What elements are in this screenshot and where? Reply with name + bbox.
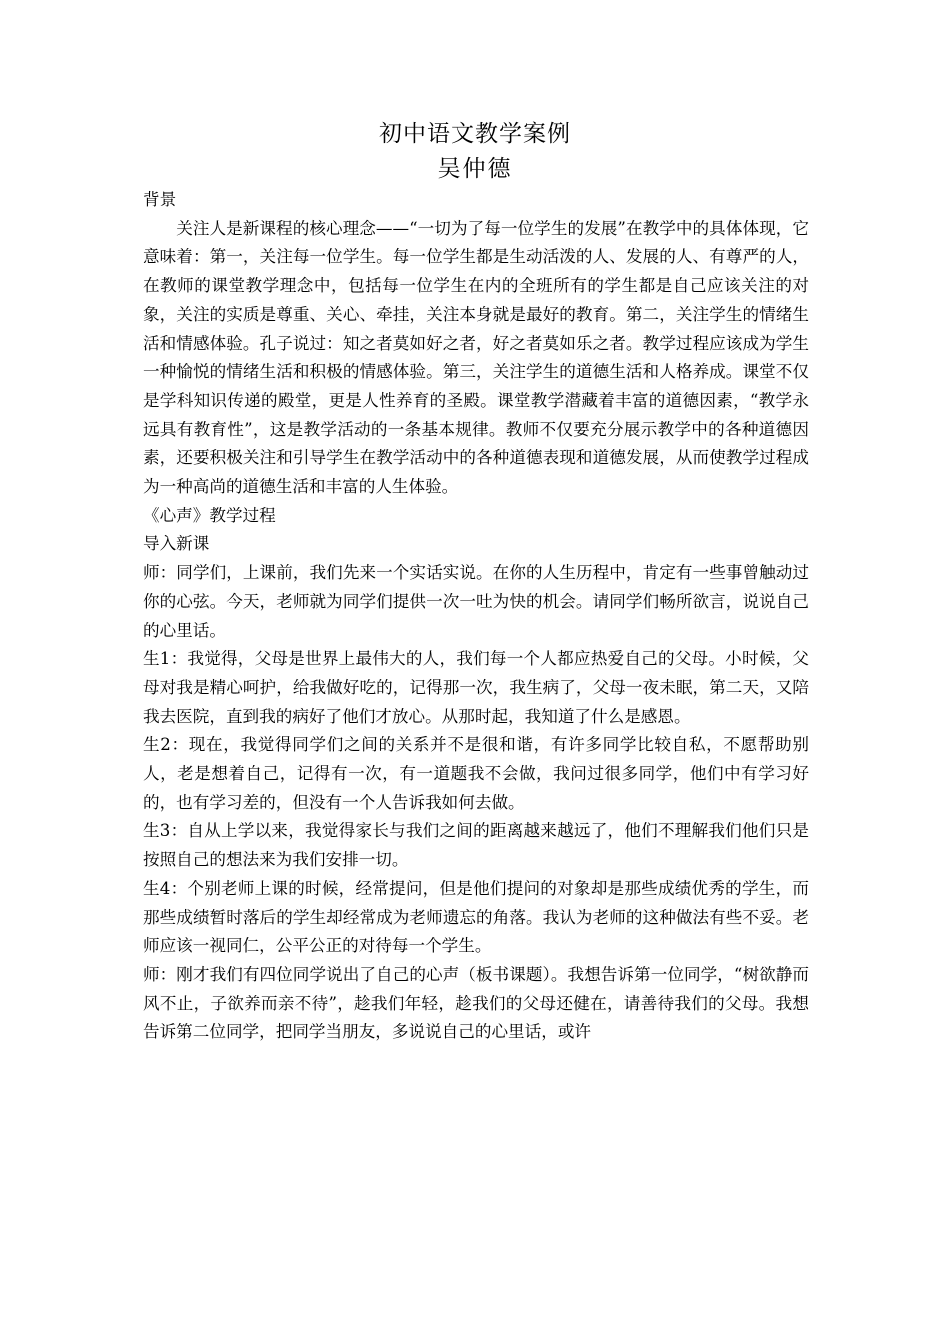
document-body <box>143 186 809 1047</box>
dialogue-teacher-2: 师：刚才我们有四位同学说出了自己的心声（板书课题）。我想告诉第一位同学，“树欲静而风不止，子欲养而亲不待”，趁我们年轻，趁我们的父母还健在，请善待我们的父母。我想告诉第二位同学，把同学当朋友，多说说自己的心里话，或许 <box>143 964 809 1042</box>
dialogue-student-2: 生2：现在，我觉得同学们之间的关系并不是很和谐，有许多同学比较自私，不愿帮助别人，老是想着自己，记得有一次，有一道题我不会做，我问过很多同学，他们中有学习好的，也有学习差的，但没有一个人告诉我如何去做。 <box>143 735 809 812</box>
background-heading: 背景 <box>143 190 177 209</box>
dialogue-student-1: 生1：我觉得，父母是世界上最伟大的人，我们每一个人都应热爱自己的父母。小时候，父母对我是精心呵护，给我做好吃的，记得那一次，我生病了，父母一夜未眠，第二天，又陪我去医院，直到我的病好了他们才放心。从那时起，我知道了什么是感恩。 <box>143 649 809 726</box>
intro-heading: 导入新课 <box>143 534 210 554</box>
document-title: 初中语文教学案例 <box>379 121 571 147</box>
background-paragraph: 关注人是新课程的核心理念——“一切为了每一位学生的发展”在教学中的具体体现，它意味着：第一，关注每一位学生。每一位学生都是生动活泼的人、发展的人、有尊严的人，在教师的课堂教学理念中，包括每一位学生在内的全班所有的学生都是自己应该关注的对象，关注的实质是尊重、关心、牵挂，关注本身就是最好的教育。第二，关注学生的情绪生活和情感体验。孔子说过：知之者莫如好之者，好之者莫如乐之者。教学过程应该成为学生一种愉悦的情绪生活和积极的情感体验。第三，关注学生的道德生活和人格养成。课堂不仅是学科知识传递的殿堂，更是人性养育的圣殿。课堂教学潜藏着丰富的道德因素，“教学永远具有教育性”，这是教学活动的一条基本规律。教师不仅要充分展示教学中的各种道德因素，还要积极关注和引导学生在教学活动中的各种道德表现和道德发展，从而使教学过程成为一种高尚的道德生活和丰富的人生体验。 <box>143 218 809 497</box>
process-heading: 《心声》教学过程 <box>143 505 276 525</box>
dialogue-student-3: 生3：自从上学以来，我觉得家长与我们之间的距离越来越远了，他们不理解我们他们只是按照自己的想法来为我们安排一切。 <box>143 821 809 870</box>
title-block <box>0 116 950 186</box>
dialogue-student-4: 生4：个别老师上课的时候，经常提问，但是他们提问的对象却是那些成绩优秀的学生，而那些成绩暂时落后的学生却经常成为老师遗忘的角落。我认为老师的这种做法有些不妥。老师应该一视同仁，公平公正的对待每一个学生。 <box>143 878 809 956</box>
dialogue-teacher-1: 师：同学们，上课前，我们先来一个实话实说。在你的人生历程中，肯定有一些事曾触动过你的心弦。今天，老师就为同学们提供一次一吐为快的机会。请同学们畅所欲言，说说自己的心里话。 <box>143 563 809 640</box>
document-author: 吴仲德 <box>437 156 513 182</box>
